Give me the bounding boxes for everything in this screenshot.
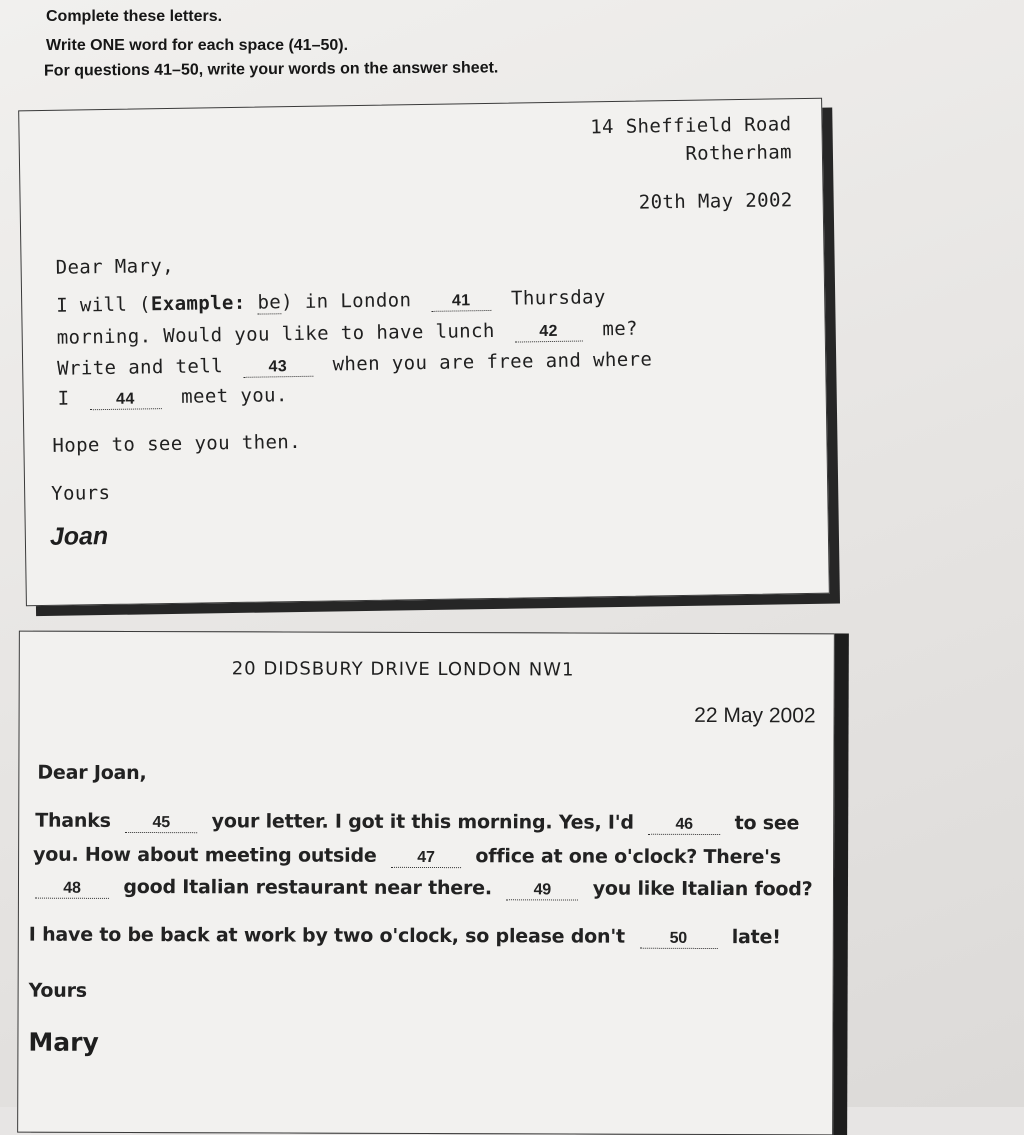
letter1-text: when you are free and where — [332, 348, 653, 376]
letter1-body-line-2 — [57, 318, 639, 350]
letter2-body-line-2 — [33, 844, 781, 870]
letter1-address-line-2: Rotherham — [685, 141, 793, 165]
letter1-body-line-1 — [56, 286, 606, 318]
letter1-salutation: Dear Mary, — [55, 254, 175, 279]
letter2-text: I have to be back at work by two o'clock, so please don't — [28, 923, 625, 948]
letter2-date: 22 May 2002 — [694, 703, 816, 728]
answer-blank-46[interactable]: 46 — [648, 817, 720, 835]
letter1-text: ) in London — [280, 289, 412, 314]
answer-blank-49[interactable]: 49 — [506, 882, 578, 900]
letter2-signature: Mary — [28, 1027, 99, 1057]
letter2-body-line-3 — [27, 876, 813, 902]
letter2-body-line-4 — [29, 924, 781, 950]
example-label: Example: — [150, 291, 246, 316]
letter2-text: you like Italian food? — [592, 877, 813, 901]
example-word: be — [257, 291, 282, 314]
letter1-text: meet you. — [181, 384, 288, 408]
answer-blank-48[interactable]: 48 — [35, 881, 109, 899]
letter1-text: morning. Would you like to have lunch — [56, 319, 495, 349]
letter1-text: Thursday — [510, 286, 606, 310]
letter1-text: me? — [602, 317, 639, 341]
letter2-text: you. How about meeting outside — [33, 843, 377, 867]
letter2-body-line-1 — [35, 810, 799, 836]
letter1-body-line-4 — [58, 384, 288, 411]
letter2-signoff: Yours — [28, 979, 87, 1002]
letter1-address-line-1: 14 Sheffield Road — [590, 113, 792, 139]
letter1-text: Write and tell — [57, 355, 224, 380]
letter1-text: I will ( — [56, 293, 152, 317]
letter2-salutation: Dear Joan, — [37, 761, 147, 785]
answer-blank-41[interactable]: 41 — [431, 293, 491, 312]
answer-blank-44[interactable]: 44 — [89, 391, 161, 410]
letter-1-box — [18, 98, 830, 607]
letter1-text: I — [57, 387, 70, 410]
letter1-closing-line: Hope to see you then. — [52, 430, 302, 457]
answer-blank-43[interactable]: 43 — [243, 359, 313, 378]
instruction-line-1: Complete these letters. — [46, 8, 223, 25]
letter2-text: late! — [731, 926, 781, 949]
answer-blank-45[interactable]: 45 — [125, 815, 197, 833]
letter1-signature: Joan — [49, 521, 109, 551]
answer-blank-42[interactable]: 42 — [514, 324, 582, 343]
letter1-body-line-3 — [57, 348, 652, 380]
letter2-text: to see — [734, 812, 800, 835]
letter2-text: office at one o'clock? There's — [475, 845, 781, 869]
answer-blank-50[interactable]: 50 — [639, 931, 717, 949]
letter2-text: Thanks — [35, 809, 111, 832]
letter2-text: your letter. I got it this morning. Yes, I'd — [211, 810, 634, 834]
instruction-line-3: For questions 41–50, write your words on the answer sheet. — [43, 59, 499, 80]
answer-blank-47[interactable]: 47 — [391, 850, 461, 868]
instruction-line-2: Write ONE word for each space (41–50). — [46, 37, 349, 54]
letter1-signoff: Yours — [51, 481, 111, 505]
letter-2-box — [17, 631, 835, 1135]
letter1-date: 20th May 2002 — [638, 189, 793, 214]
letter2-address: 20 DIDSBURY DRIVE LONDON NW1 — [231, 658, 575, 681]
letter2-text: good Italian restaurant near there. — [123, 875, 492, 900]
